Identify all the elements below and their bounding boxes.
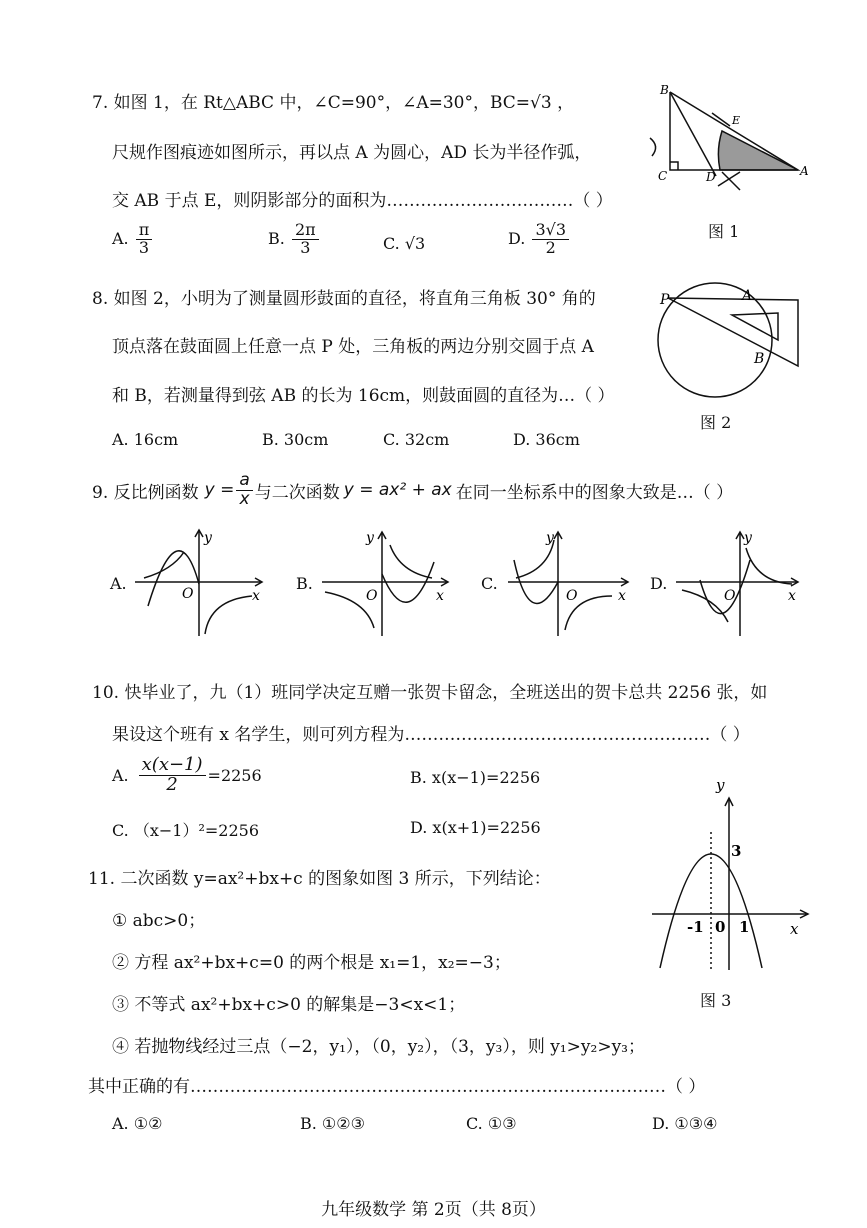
fig1-label-c: C (658, 169, 668, 183)
page-footer: 九年级数学 第 2页（共 8页） (321, 1200, 546, 1220)
fig2-label-a: A (742, 288, 753, 304)
q7-option-d: D. $\frac{3√3}{2}$ (508, 222, 571, 257)
figure-1-caption: 图 1 (708, 222, 740, 241)
q8-option-d: D. 36cm (513, 430, 580, 449)
fig3-label-x: x (790, 920, 799, 938)
q8-option-a: A. 16cm (112, 430, 179, 449)
q11-line1: 11. 二次函数 y=ax²+bx+c 的图象如图 3 所示，下列结论： (88, 869, 551, 889)
q11-statement-2: ② 方程 ax²+bx+c=0 的两个根是 x₁=1，x₂=−3； (112, 953, 511, 973)
svg-text:y: y (204, 530, 212, 546)
q10-option-b: B. x(x−1)=2256 (410, 768, 541, 787)
q9-option-b-label: B. (296, 574, 313, 593)
q11-statement-4: ④ 若抛物线经过三点（−2，y₁），（0，y₂），（3，y₃），则 y₁>y₂>y₃； (112, 1037, 646, 1057)
q10-line1: 10. 快毕业了，九（1）班同学决定互赠一张贺卡留念，全班送出的贺卡总共 2256 张，如 (92, 683, 768, 703)
svg-text:x: x (436, 588, 444, 604)
q9-option-d-label: D. (650, 574, 668, 593)
q8-option-b: B. 30cm (262, 430, 329, 449)
fig1-label-a: A (800, 164, 809, 178)
svg-text:y: y (366, 530, 374, 546)
fig3-label-y: y (716, 776, 725, 794)
fig3-label-3: 3 (731, 842, 742, 860)
q9-line: 9. 反比例函数 y = $\frac{a}{x}$ 与二次函数 y = ax² + ax 在同一坐标系中的图象大致是…（ ） (92, 470, 734, 509)
q9-graph-c (508, 532, 628, 636)
q11-option-b: B. ①②③ (300, 1114, 365, 1133)
fig1-label-d: D (706, 170, 716, 184)
svg-text:O: O (366, 588, 378, 604)
q9-graph-a (135, 530, 262, 636)
q8-option-c: C. 32cm (383, 430, 450, 449)
q8-line1: 8. 如图 2，小明为了测量圆形鼓面的直径，将直角三角板 30° 角的 (92, 289, 596, 309)
q9-option-c-label: C. (481, 574, 498, 593)
q11-option-d: D. ①③④ (652, 1114, 718, 1133)
q10-line2: 果设这个班有 x 名学生，则可列方程为………………………………………………（ ） (112, 725, 750, 745)
q7-line1: 7. 如图 1，在 Rt△ABC 中，∠C=90°，∠A=30°，BC=√3 ， (92, 93, 575, 113)
q11-conclusion: 其中正确的有…………………………………………………………………………（ ） (88, 1077, 706, 1097)
fig1-label-b: B (660, 83, 669, 97)
q10-option-d: D. x(x+1)=2256 (410, 818, 541, 837)
fig3-label-0: 0 (715, 918, 726, 936)
figure-2-caption: 图 2 (700, 413, 732, 432)
q9-option-a-label: A. (110, 574, 127, 593)
q11-statement-3: ③ 不等式 ax²+bx+c>0 的解集是−3<x<1； (112, 995, 466, 1015)
q7-line3: 交 AB 于点 E，则阴影部分的面积为……………………………（ ） (112, 191, 613, 211)
q10-option-c: C. （x−1）²=2256 (112, 821, 259, 840)
svg-text:x: x (618, 588, 626, 604)
svg-text:x: x (788, 588, 796, 604)
svg-text:O: O (724, 588, 736, 604)
q7-option-a: A. $\frac{\pi}{3}$ (112, 222, 154, 257)
fig2-label-b: B (754, 351, 765, 367)
fig2-label-p: P (660, 292, 670, 308)
figure-3-caption: 图 3 (700, 991, 732, 1010)
svg-text:y: y (744, 530, 752, 546)
q9-graph-b (322, 532, 448, 636)
svg-text:y: y (546, 530, 554, 546)
q11-option-a: A. ①② (112, 1114, 163, 1133)
svg-text:O: O (566, 588, 578, 604)
fig3-label-1: 1 (739, 918, 750, 936)
q8-line3: 和 B，若测量得到弦 AB 的长为 16cm，则鼓面圆的直径为…（ ） (112, 386, 615, 406)
q7-option-c: C. √3 (383, 234, 426, 253)
fig3-label-neg1: -1 (687, 918, 704, 936)
q8-line2: 顶点落在鼓面圆上任意一点 P 处，三角板的两边分别交圆于点 A (112, 337, 594, 357)
q9-graph-d (676, 532, 798, 636)
svg-text:O: O (182, 586, 194, 602)
fig1-label-e: E (732, 114, 741, 127)
svg-text:x: x (252, 588, 260, 604)
q11-option-c: C. ①③ (466, 1114, 517, 1133)
q11-statement-1: ① abc>0； (112, 911, 206, 931)
q7-option-b: B. $\frac{2\pi}{3}$ (268, 222, 321, 257)
q10-option-a: A. $\frac{x(x-1)}{2}$ =2256 (112, 754, 262, 795)
q7-line2: 尺规作图痕迹如图所示，再以点 A 为圆心，AD 长为半径作弧， (112, 143, 592, 163)
